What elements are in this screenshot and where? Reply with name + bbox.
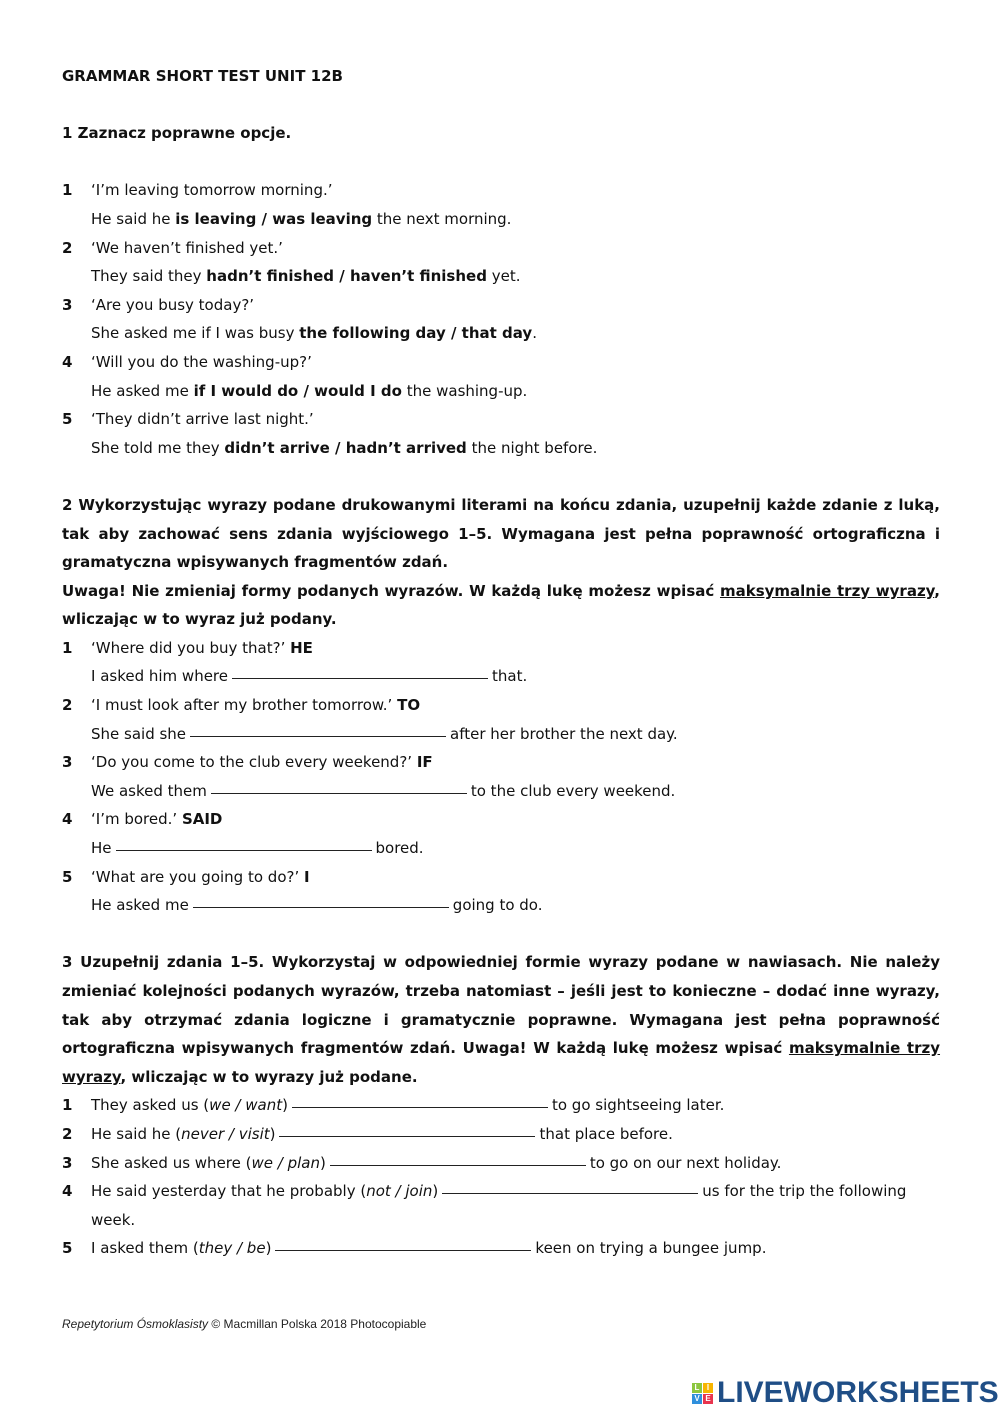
- keyword: TO: [397, 696, 421, 715]
- sentence-text: that place before.: [539, 1124, 673, 1143]
- list-item-line: [62, 691, 940, 720]
- footer: [62, 1317, 426, 1331]
- sentence-text: He asked me: [91, 381, 194, 400]
- list-item-line: [62, 634, 940, 663]
- item-number: 2: [62, 238, 73, 257]
- answer-blank-input[interactable]: [442, 1177, 698, 1194]
- sentence-text: They said they: [91, 267, 207, 286]
- word-hint: never / visit: [181, 1124, 270, 1143]
- sentence-text: to go sightseeing later.: [551, 1096, 725, 1115]
- answer-blank-input[interactable]: [190, 720, 446, 737]
- keyword: I: [304, 867, 310, 886]
- list-item-line: [62, 319, 940, 348]
- quote-sentence: ‘They didn’t arrive last night.’: [91, 410, 314, 429]
- sentence-text: .: [532, 324, 537, 343]
- list-item-line: [62, 863, 940, 892]
- section2-items: [62, 634, 940, 920]
- sentence-text: ): [269, 1124, 276, 1143]
- sentence-text: I asked him where: [91, 667, 228, 686]
- footer-copyright: © Macmillan Polska 2018 Photocopiable: [208, 1317, 427, 1331]
- keyword: SAID: [181, 810, 223, 829]
- item-text: [91, 405, 940, 434]
- worksheet: [62, 62, 940, 1263]
- sentence-text: ): [265, 1239, 272, 1258]
- sentence-text: I asked them (: [91, 1239, 199, 1258]
- sentence-text: yet.: [486, 267, 521, 286]
- word-hint: we / plan: [251, 1153, 320, 1172]
- list-item-line: [62, 434, 940, 463]
- answer-blank-input[interactable]: [292, 1091, 548, 1108]
- sentence-text: keen on trying a bungee jump.: [535, 1239, 767, 1258]
- list-item-line: [62, 1149, 940, 1178]
- logo-text: LIVEWORKSHEETS: [717, 1376, 999, 1409]
- sentence-text: ): [282, 1096, 288, 1115]
- item-text: [91, 1120, 940, 1149]
- sentence-text: She asked us where (: [91, 1153, 252, 1172]
- footer-book-title: Repetytorium Ósmoklasisty: [62, 1317, 209, 1331]
- section2-note: [62, 577, 940, 634]
- list-item-line: [62, 805, 940, 834]
- section2-heading: 2 Wykorzystując wyrazy podane drukowanymi literami na końcu zdania, uzupełnij każde zdanie z luką, tak aby zachować sens zdania wyjściowego 1–5. Wymagana jest pełna poprawność ortograficzna i gramatyczna wpisywanych fragmentów zdań.: [62, 495, 940, 572]
- list-item-line: [62, 1120, 940, 1149]
- list-item-line: [62, 348, 940, 377]
- sentence-text: He said he: [91, 209, 176, 228]
- answer-options[interactable]: is leaving / was leaving: [175, 209, 373, 228]
- quote-sentence: ‘Do you come to the club every weekend?’: [91, 753, 417, 772]
- note-underlined: maksymalnie trzy wyrazy: [719, 581, 935, 600]
- quote-sentence: ‘Will you do the washing-up?’: [91, 352, 312, 371]
- keyword: IF: [416, 753, 433, 772]
- item-number: 1: [62, 638, 73, 657]
- sentence-text: the washing-up.: [401, 381, 528, 400]
- quote-sentence: ‘We haven’t finished yet.’: [91, 238, 283, 257]
- item-text: [91, 1234, 940, 1263]
- item-text: [91, 1149, 940, 1178]
- item-text: [91, 805, 940, 834]
- item-number: 2: [62, 696, 73, 715]
- list-item-line: [62, 1177, 940, 1234]
- list-item-line: [62, 662, 940, 691]
- list-item-line: [62, 748, 940, 777]
- item-number: 3: [62, 1153, 73, 1172]
- answer-blank-input[interactable]: [232, 662, 488, 679]
- item-text: [91, 634, 940, 663]
- quote-sentence: ‘Are you busy today?’: [91, 295, 255, 314]
- item-text: [91, 1177, 940, 1234]
- answer-blank-input[interactable]: [330, 1149, 586, 1166]
- list-item-line: [62, 234, 940, 263]
- list-item-line: [62, 405, 940, 434]
- answer-blank-input[interactable]: [275, 1234, 531, 1251]
- logo-tile: V: [692, 1394, 702, 1404]
- word-hint: they / be: [198, 1239, 266, 1258]
- item-number: 4: [62, 810, 73, 829]
- sentence-text: the night before.: [466, 438, 598, 457]
- sentence-text: to go on our next holiday.: [589, 1153, 782, 1172]
- item-text: [91, 691, 940, 720]
- answer-blank-input[interactable]: [211, 777, 467, 794]
- answer-options[interactable]: hadn’t finished / haven’t finished: [206, 267, 487, 286]
- item-number: 4: [62, 352, 73, 371]
- answer-blank-input[interactable]: [279, 1120, 535, 1137]
- item-number: 1: [62, 181, 73, 200]
- heading-text: , wliczając w to wyrazy już podane.: [120, 1067, 418, 1086]
- sentence-text: He: [91, 839, 112, 858]
- logo-tile: L: [692, 1383, 702, 1393]
- quote-sentence: ‘I’m bored.’: [91, 810, 182, 829]
- item-text: [91, 863, 940, 892]
- liveworksheets-logo: [692, 1376, 999, 1410]
- list-item-line: [62, 377, 940, 406]
- sentence-text: She said she: [91, 724, 187, 743]
- answer-options[interactable]: didn’t arrive / hadn’t arrived: [224, 438, 467, 457]
- list-item-line: [62, 262, 940, 291]
- item-text: [91, 348, 940, 377]
- list-item-line: [62, 720, 940, 749]
- item-text: [91, 176, 940, 205]
- answer-blank-input[interactable]: [116, 834, 372, 851]
- item-number: 5: [62, 1239, 73, 1258]
- heading-text: 3 Uzupełnij zdania 1–5. Wykorzystaj w odpowiedniej formie wyrazy podane w nawiasach. Nie należy zmieniać kolejności podanych wyrazów, trzeba natomiast – jeśli jest to konieczne – dodać inne wyrazy, tak aby otrzymać zdania logiczne i gramatycznie poprawne. Wymagana jest pełna poprawność ortograficzna wpisywanych fragmentów zdań. Uwaga! W każdą lukę możesz wpisać: [62, 953, 940, 1058]
- quote-sentence: ‘Where did you buy that?’: [91, 638, 291, 657]
- item-text: [91, 234, 940, 263]
- sentence-text: She told me they: [91, 438, 225, 457]
- item-number: 4: [62, 1182, 73, 1201]
- sentence-text: to the club every weekend.: [470, 781, 676, 800]
- word-hint: not / join: [366, 1182, 433, 1201]
- page-title: GRAMMAR SHORT TEST UNIT 12B: [62, 67, 343, 85]
- logo-tiles-icon: [692, 1383, 713, 1404]
- item-number: 5: [62, 410, 73, 429]
- list-item-line: [62, 291, 940, 320]
- section1-items: [62, 176, 940, 462]
- note-text: , wliczając w to wyraz już podany.: [62, 581, 940, 629]
- section3-heading: [62, 948, 940, 1091]
- list-item-line: [62, 1091, 940, 1120]
- sentence-text: bored.: [375, 839, 424, 858]
- quote-sentence: ‘What are you going to do?’: [91, 867, 304, 886]
- sentence-text: after her brother the next day.: [450, 724, 678, 743]
- list-item-line: [62, 834, 940, 863]
- answer-options[interactable]: the following day / that day: [299, 324, 533, 343]
- sentence-text: the next morning.: [372, 209, 512, 228]
- item-number: 1: [62, 1096, 73, 1115]
- keyword: HE: [290, 638, 313, 657]
- sentence-text: ): [319, 1153, 326, 1172]
- item-number: 3: [62, 753, 73, 772]
- section1-heading: 1 Zaznacz poprawne opcje.: [62, 124, 292, 143]
- item-text: [91, 291, 940, 320]
- answer-options[interactable]: if I would do / would I do: [193, 381, 402, 400]
- sentence-text: He asked me: [91, 896, 189, 915]
- sentence-text: She asked me if I was busy: [91, 324, 300, 343]
- sentence-text: going to do.: [452, 896, 543, 915]
- logo-tile: E: [703, 1394, 713, 1404]
- list-item-line: [62, 205, 940, 234]
- item-number: 5: [62, 867, 73, 886]
- sentence-text: He said he (: [91, 1124, 182, 1143]
- logo-tile: I: [703, 1383, 713, 1393]
- item-text: [91, 748, 940, 777]
- list-item-line: [62, 1234, 940, 1263]
- sentence-text: They asked us (: [91, 1096, 210, 1115]
- item-text: [91, 1091, 940, 1120]
- list-item-line: [62, 891, 940, 920]
- sentence-text: He said yesterday that he probably (: [91, 1182, 367, 1201]
- sentence-text: that.: [492, 667, 528, 686]
- sentence-text: We asked them: [91, 781, 207, 800]
- item-number: 2: [62, 1124, 73, 1143]
- list-item-line: [62, 777, 940, 806]
- answer-blank-input[interactable]: [193, 891, 449, 908]
- note-text: Uwaga! Nie zmieniaj formy podanych wyrazów. W każdą lukę możesz wpisać: [62, 581, 720, 600]
- heading-underlined: maksymalnie trzy wyrazy: [62, 1039, 941, 1086]
- word-hint: we / want: [209, 1096, 283, 1115]
- quote-sentence: ‘I must look after my brother tomorrow.’: [91, 696, 398, 715]
- sentence-text: ): [432, 1182, 439, 1201]
- item-number: 3: [62, 295, 73, 314]
- sentence-text: us for the trip the following week.: [91, 1182, 907, 1229]
- quote-sentence: ‘I’m leaving tomorrow morning.’: [91, 181, 333, 200]
- list-item-line: [62, 176, 940, 205]
- section3-items: [62, 1091, 940, 1263]
